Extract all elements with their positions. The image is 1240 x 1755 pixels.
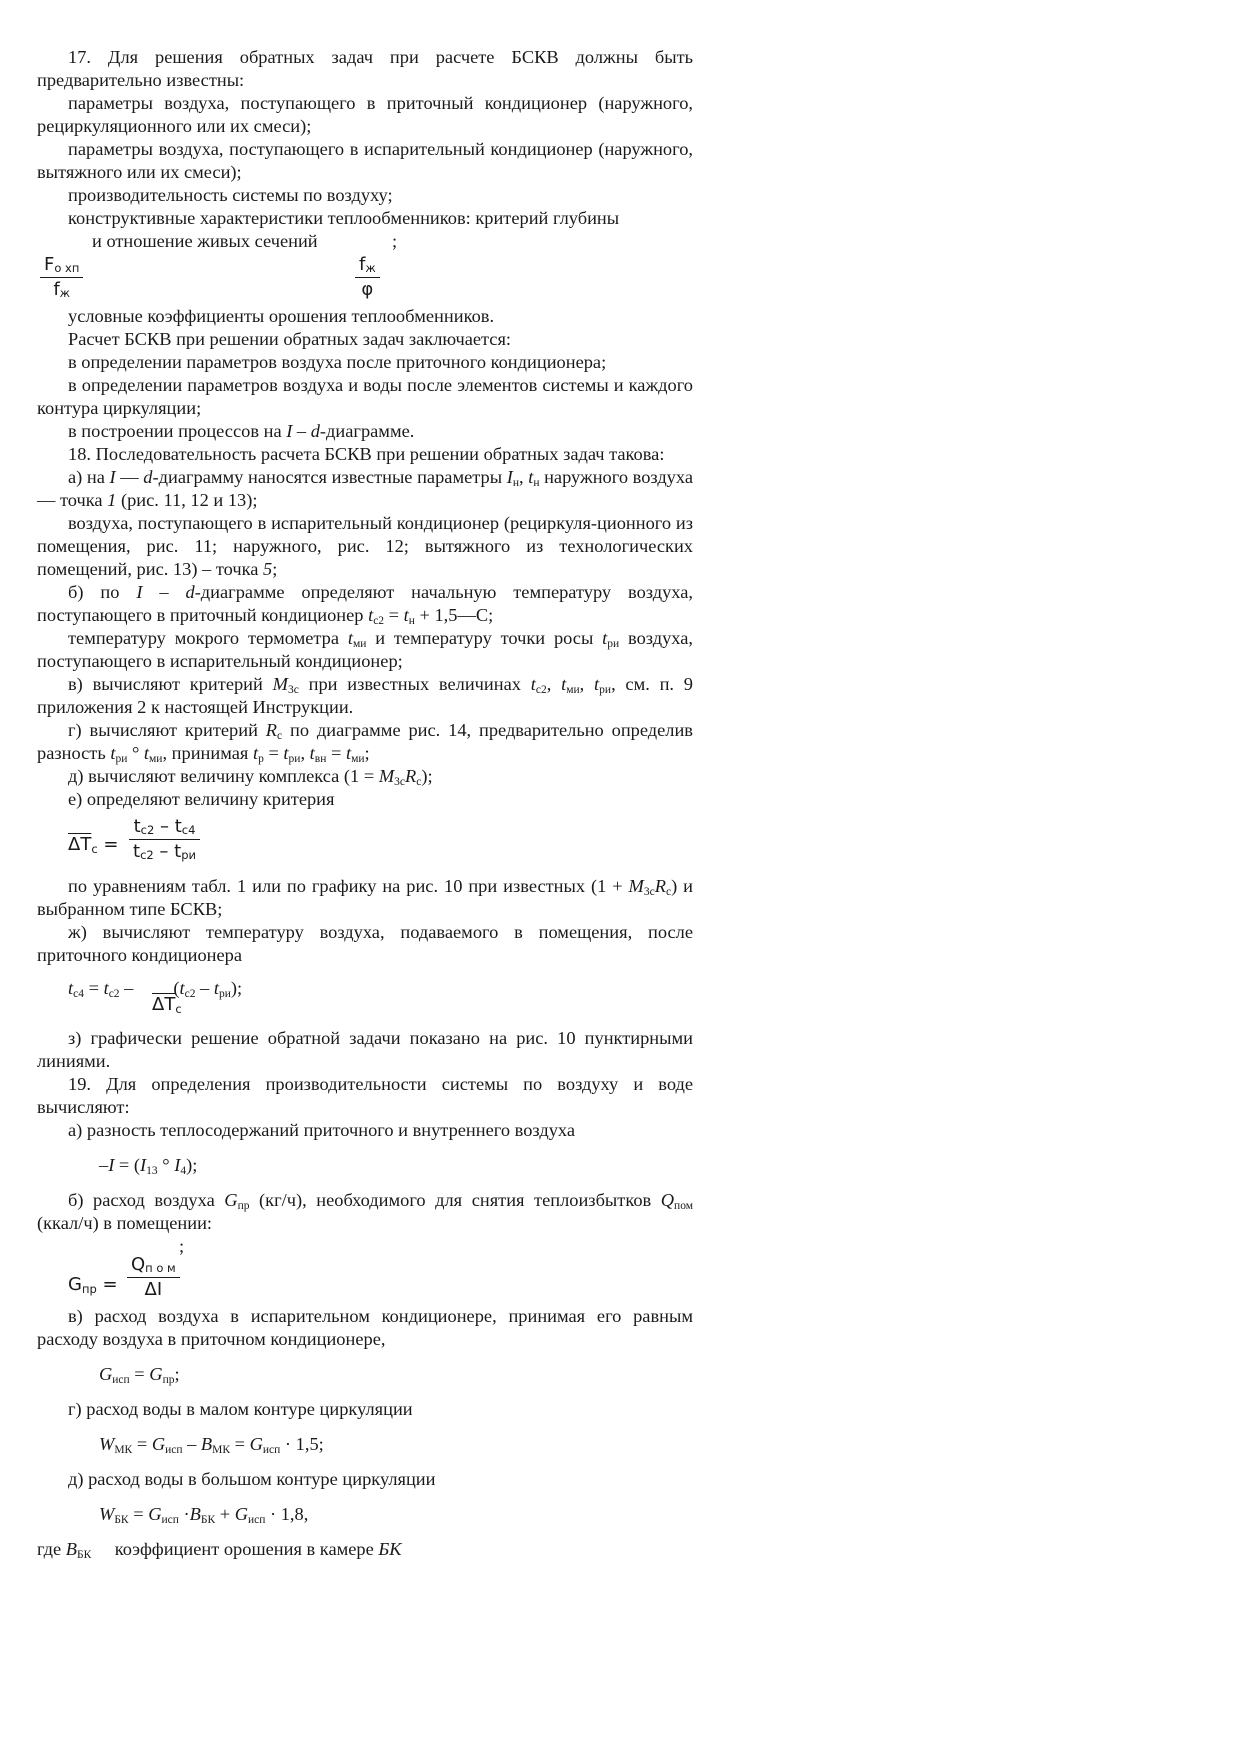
paragraph-18-e-2: по уравнениям табл. 1 или по графику на рис. 10 при известных $(1 + M_{3с}R_с)$ и выбранном типе БСКВ; (37, 876, 693, 919)
paragraph-17-calc-3: в построении процессов на I – d-диаграмме. (68, 421, 415, 441)
paragraph-17-calc-2: в определении параметров воздуха и воды после элементов системы и каждого контура циркуляции; (37, 375, 693, 418)
gpr-formula (37, 1235, 693, 1305)
paragraph-18-e: е) определяют величину критерия (68, 789, 335, 809)
g-isp-formula: $G_{исп} = G_{пр}$; (99, 1364, 180, 1386)
w-bk-formula: $W_{БК} = G_{исп} \cdot B_{БК} + G_{исп} \cdot 1,8$, (99, 1504, 309, 1526)
paragraph-17-item-1: параметры воздуха, поступающего в приточный кондиционер (наружного, рециркуляционного или их смеси); (37, 93, 693, 136)
delta-t-lhs: $\overline{\Delta T}_с$ = (68, 834, 119, 856)
paragraph-18-a: а) на I — d-диаграмму наносятся известные параметры $I_н$, $t_н$ наружного воздуха — точка 1 (рис. 11, 12 и 13); (37, 467, 693, 510)
paragraph-17-item-4: конструктивные характеристики теплообменников: критерий глубины (68, 208, 620, 228)
spacer (37, 1456, 693, 1468)
fraction-numerator: $t_{с2} - t_{с4}$ (129, 815, 200, 840)
w-mk-formula: $W_{МК} = G_{исп} - B_{МК} = G_{исп} \cdot 1,5$; (99, 1434, 324, 1456)
final-note: где $B_{БК}$   коэффициент орошения в камере БК (37, 1539, 402, 1561)
paragraph-19-a: а) разность теплосодержаний приточного и внутреннего воздуха (68, 1120, 576, 1140)
spacer (37, 1386, 693, 1398)
criteria-text: и отношение живых сечений (92, 231, 318, 251)
spacer (37, 1177, 693, 1189)
document-page (37, 46, 693, 1561)
fraction-denominator: $t_{с2} - t_{ри}$ (133, 841, 196, 862)
paragraph-17-calc: Расчет БСКВ при решении обратных задач заключается: (68, 329, 512, 349)
fraction-numerator: $F_{о хп}$ (40, 253, 83, 278)
depth-criterion-fraction (40, 253, 83, 302)
paragraph-17: 17. Для решения обратных задач при расчете БСКВ должны быть предварительно известны: (37, 47, 693, 90)
criteria-semicolon: ; (392, 231, 398, 251)
paragraph-19-b: б) расход воздуха $G_{пр}$ (кг/ч), необходимого для снятия теплоизбытков $Q_{пом}$ (ккал/ч) в помещении: (37, 1190, 694, 1233)
paragraph-18-v: в) вычисляют критерий $M_{3с}$ при известных величинах $t_{с2}$, $t_{ми}$, $t_{ри}$, см. п. 9 приложения 2 к настоящей Инструкции. (37, 674, 693, 717)
delta-t-formula (37, 815, 693, 875)
gpr-fraction (127, 1253, 180, 1302)
paragraph-18-d: д) вычисляют величину комплекса $(1 = M_{3с}R_с)$; (68, 766, 433, 788)
fraction-numerator: $f_ж$ (355, 253, 380, 278)
spacer (37, 1351, 693, 1363)
paragraph-18-g: г) вычисляют критерий $R_с$ по диаграмме рис. 14, предварительно определив разность $t_{ри}$ ° $t_{ми}$, принимая $t_р = t_{ри}$, $t_{вн} = t_{ми}$; (37, 720, 693, 765)
paragraph-18-b-2: температуру мокрого термометра $t_{ми}$ и температуру точки росы $t_{ри}$ воздуха, поступающего в испарительный кондиционер; (37, 628, 693, 671)
tc4-expression: $t_{с4} = t_{с2} - (t_{с2} - t_{ри})$; (68, 978, 243, 1000)
fraction-denominator: φ (361, 279, 374, 300)
criteria-text-line (37, 230, 693, 253)
criteria-formulas (37, 253, 693, 305)
paragraph-19: 19. Для определения производительности системы по воздуху и воде вычисляют: (37, 1074, 693, 1117)
paragraph-19-v: в) расход воздуха в испарительном кондиционере, принимая его равным расходу воздуха в приточном кондиционере, (37, 1306, 693, 1349)
fraction-numerator: $Q_{п о м}$ (127, 1253, 180, 1278)
spacer (37, 1421, 693, 1433)
paragraph-18-a-2: воздуха, поступающего в испарительный кондиционер (рециркуля-ционного из помещения, рис. 11; наружного, рис. 12; вытяжного из технологических помещений, рис. 13) – точка 5; (37, 513, 693, 579)
paragraph-18: 18. Последовательность расчета БСКВ при решении обратных задач такова: (68, 444, 665, 464)
delta-i-formula: $-I = (I_{13}$ ° $I_4$); (99, 1155, 198, 1177)
paragraph-17-calc-1: в определении параметров воздуха после приточного кондиционера; (68, 352, 607, 372)
delta-t-fraction (129, 815, 200, 864)
delta-t-symbol: $\overline{\Delta T}_с$ (152, 994, 182, 1016)
fraction-denominator: $f_ж$ (53, 279, 71, 300)
paragraph-18-b: б) по I – d-диаграмме определяют начальную температуру воздуха, поступающего в приточный кондиционер $t_{с2} = t_н$ + 1,5—С; (37, 582, 693, 627)
spacer (37, 1491, 693, 1503)
paragraph-17-item-5: условные коэффициенты орошения теплообменников. (68, 306, 495, 326)
tc4-formula (37, 977, 693, 1027)
paragraph-18-zh: ж) вычисляют температуру воздуха, подаваемого в помещения, после приточного кондиционера (37, 922, 693, 965)
paragraph-18-z: з) графически решение обратной задачи показано на рис. 10 пунктирными линиями. (37, 1028, 693, 1071)
fraction-denominator: ΔI (144, 1279, 163, 1300)
gpr-semicolon: ; (179, 1236, 185, 1256)
paragraph-17-item-3: производительность системы по воздуху; (68, 185, 393, 205)
spacer (37, 1142, 693, 1154)
gpr-lhs: $G_{пр}$ = (68, 1274, 118, 1296)
paragraph-19-d: д) расход воды в большом контуре циркуляции (68, 1469, 436, 1489)
paragraph-17-item-2: параметры воздуха, поступающего в испарительный кондиционер (наружного, вытяжного или их смеси); (37, 139, 693, 182)
spacer (37, 1526, 693, 1538)
section-ratio-fraction (355, 253, 380, 302)
paragraph-19-g: г) расход воды в малом контуре циркуляции (68, 1399, 413, 1419)
